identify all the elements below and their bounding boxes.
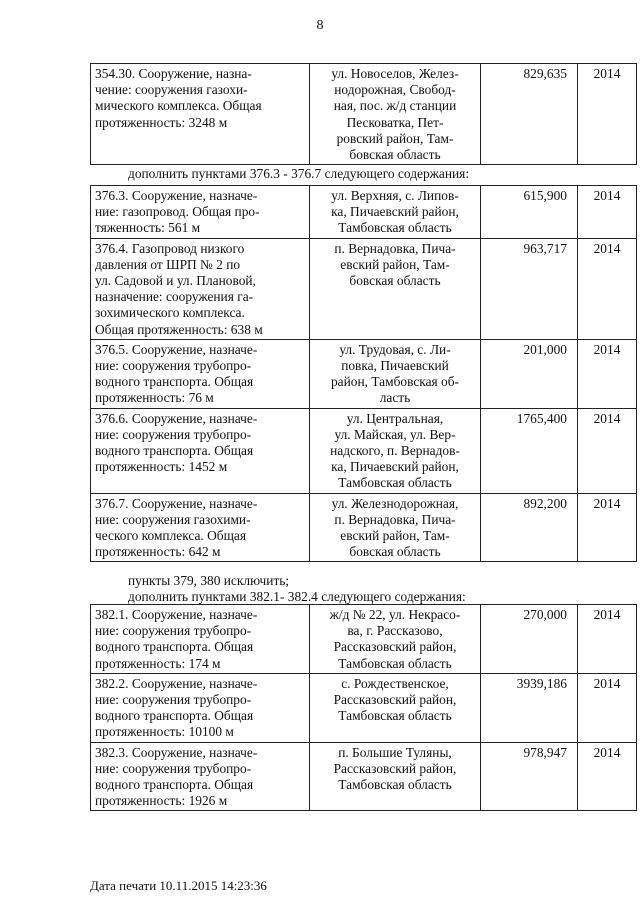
object-address-cell: ул. Центральная, ул. Майская, ул. Вер- надского, п. Вернадов- ка, Пичаевский район, Тамбовская область (310, 408, 481, 493)
property-table-3 (90, 604, 637, 811)
object-description-cell: 376.7. Сооружение, назначе- ние: сооружения газохими- ческого комплекса. Общая протяженность: 642 м (91, 493, 310, 562)
table-row (91, 742, 637, 811)
object-address-cell: п. Большие Туляны, Рассказовский район, Тамбовская область (310, 742, 481, 811)
object-address-cell: ул. Верхняя, с. Липов- ка, Пичаевский район, Тамбовская область (310, 186, 481, 239)
object-description-cell: 382.1. Сооружение, назначе- ние: сооружения трубопро- водного транспорта. Общая протяженность: 174 м (91, 605, 310, 674)
object-address-cell: п. Вернадовка, Пича- евский район, Там- бовская область (310, 238, 481, 339)
object-value-cell: 201,000 (481, 339, 578, 408)
table-row (91, 238, 637, 339)
object-address-cell: с. Рождественское, Рассказовский район, Тамбовская область (310, 673, 481, 742)
table-row (91, 408, 637, 493)
table-row (91, 64, 637, 165)
object-description-cell: 382.2. Сооружение, назначе- ние: сооружения трубопро- водного транспорта. Общая протяженность: 10100 м (91, 673, 310, 742)
property-table-2 (90, 185, 637, 562)
table-row (91, 186, 637, 239)
object-year-cell: 2014 (578, 605, 637, 674)
object-year-cell: 2014 (578, 742, 637, 811)
object-address-cell: ул. Трудовая, с. Ли- повка, Пичаевский район, Тамбовская об- ласть (310, 339, 481, 408)
print-date-footer: Дата печати 10.11.2015 14:23:36 (90, 878, 267, 893)
object-description-cell: 376.3. Сооружение, назначе- ние: газопровод. Общая про- тяженность: 561 м (91, 186, 310, 239)
object-value-cell: 270,000 (481, 605, 578, 674)
table-row (91, 493, 637, 562)
object-address-cell: ул. Новоселов, Желез- нодорожная, Свобод- ная, пос. ж/д станции Песковатка, Пет- ровский район, Там- бовская область (310, 64, 481, 165)
amendment-note-3: дополнить пунктами 382.1- 382.4 следующего содержания: (128, 589, 466, 604)
object-address-cell: ул. Железнодорожная, п. Вернадовка, Пича- евский район, Там- бовская область (310, 493, 481, 562)
object-description-cell: 376.5. Сооружение, назначе- ние: сооружения трубопро- водного транспорта. Общая протяженность: 76 м (91, 339, 310, 408)
object-value-cell: 3939,186 (481, 673, 578, 742)
object-year-cell: 2014 (578, 339, 637, 408)
object-description-cell: 376.6. Сооружение, назначе- ние: сооружения трубопро- водного транспорта. Общая протяженность: 1452 м (91, 408, 310, 493)
object-year-cell: 2014 (578, 186, 637, 239)
object-year-cell: 2014 (578, 238, 637, 339)
table-row (91, 673, 637, 742)
amendment-note-2: пункты 379, 380 исключить; (128, 573, 290, 588)
object-value-cell: 892,200 (481, 493, 578, 562)
object-description-cell: 376.4. Газопровод низкого давления от ШРП № 2 по ул. Садовой и ул. Плановой, назначение: сооружения га- зохимического комплекса. Общая протяженность: 638 м (91, 238, 310, 339)
table-row (91, 339, 637, 408)
object-year-cell: 2014 (578, 64, 637, 165)
page-number: 8 (316, 18, 324, 33)
object-year-cell: 2014 (578, 673, 637, 742)
object-value-cell: 963,717 (481, 238, 578, 339)
property-table-1 (90, 63, 637, 165)
table-row (91, 605, 637, 674)
object-value-cell: 978,947 (481, 742, 578, 811)
object-value-cell: 615,900 (481, 186, 578, 239)
object-address-cell: ж/д № 22, ул. Некрасо- ва, г. Рассказово, Рассказовский район, Тамбовская область (310, 605, 481, 674)
amendment-note-1: дополнить пунктами 376.3 - 376.7 следующего содержания: (128, 166, 470, 181)
object-value-cell: 1765,400 (481, 408, 578, 493)
object-description-cell: 354.30. Сооружение, назна- чение: сооружения газохи- мического комплекса. Общая протяженность: 3248 м (91, 64, 310, 165)
object-year-cell: 2014 (578, 408, 637, 493)
object-value-cell: 829,635 (481, 64, 578, 165)
object-description-cell: 382.3. Сооружение, назначе- ние: сооружения трубопро- водного транспорта. Общая протяженность: 1926 м (91, 742, 310, 811)
object-year-cell: 2014 (578, 493, 637, 562)
